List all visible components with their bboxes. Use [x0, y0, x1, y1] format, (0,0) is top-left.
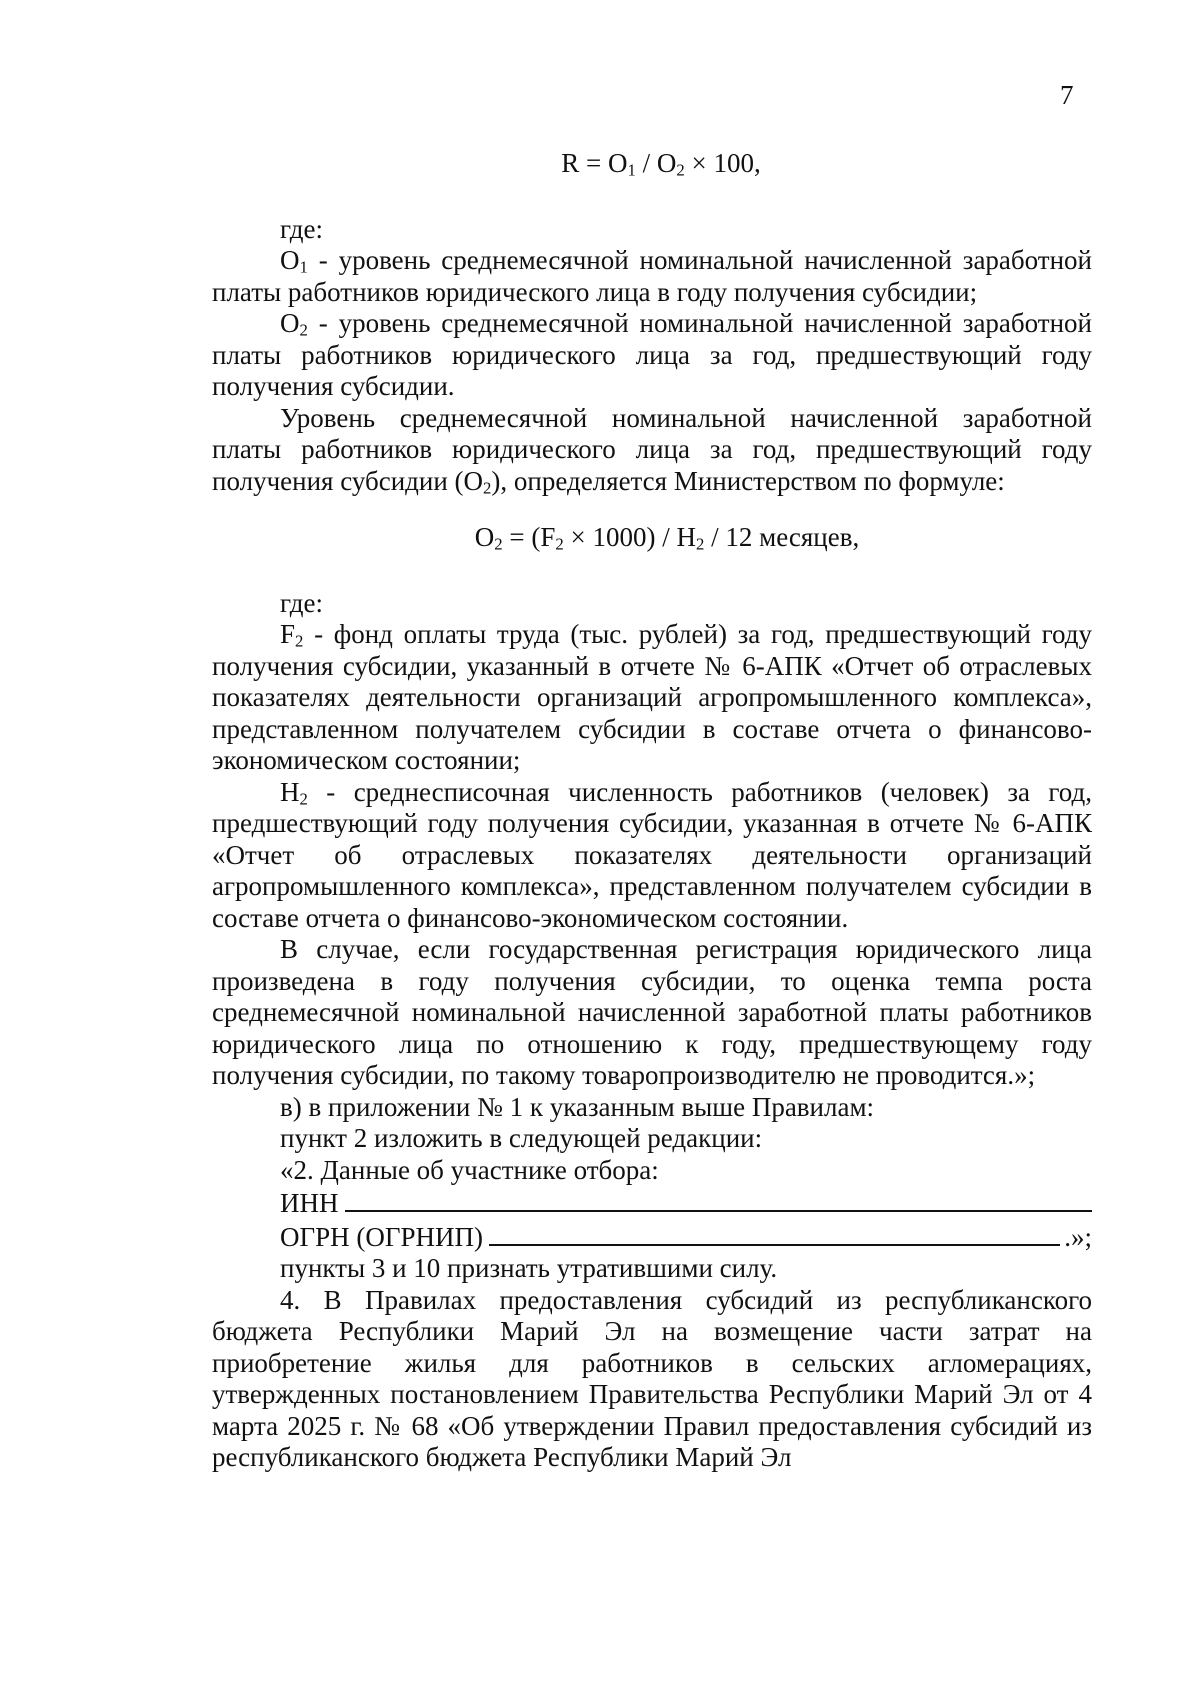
ogrn-field-line [212, 1220, 1092, 1254]
paragraph-4: 4. В Правилах предоставления субсидий из республиканского бюджета Республики Марий Эл на возмещение части затрат на приобретение жилья для работников в сельских агломерациях, утвержденных постановлением Правительства Республики Марий Эл от 4 марта 2025 г. № 68 «Об утверждении Правил предоставления субсидий из республиканского бюджета Республики Марий Эл [212, 1284, 1092, 1472]
formula-o2: $O_2 = (F_2 \times 1000) / H_2 / 12$ месяцев, [474, 522, 860, 554]
inn-field-line [212, 1186, 1092, 1220]
inn-blank-line [345, 1186, 1093, 1212]
item-points-3-10: пункты 3 и 10 признать утратившими силу. [280, 1253, 778, 1283]
definition-h2: $H_2$ - среднесписочная численность работников (человек) за год, предшествующий году получения субсидии, указанная в отчете № 6-АПК «Отчет об отраслевых показателях деятельности организаций агропромышленного комплекса», представленном получателем субсидии в составе отчета о финансово-экономическом состоянии. [212, 776, 1092, 933]
ogrn-label: ОГРН (ОГРНИП) [280, 1221, 483, 1252]
definition-o2: $O_2$ - уровень среднемесячной номинальной начисленной заработной платы работников юридического лица за год, предшествующий году получения субсидии. [212, 308, 1092, 401]
item-participant-data: «2. Данные об участнике отбора: [280, 1154, 659, 1185]
inn-label: ИНН [280, 1188, 339, 1218]
item-point-2: пункт 2 изложить в следующей редакции: [280, 1123, 763, 1153]
paragraph-registration-case: В случае, если государственная регистрация юридического лица произведена в году получения субсидии, то оценка темпа роста среднемесячной номинальной начисленной заработной платы работников юридического лица по отношению к году, предшествующему году получения субсидии, по такому товаропроизводителю не проводится.»; [212, 934, 1092, 1090]
ogrn-tail: .»; [1064, 1221, 1092, 1252]
item-appendix-1: в) в приложении № 1 к указанным выше Правилам: [280, 1091, 875, 1122]
formula-r: $R = O_1 / O_2 \times 100$, [561, 148, 761, 180]
page-number: 7 [1060, 80, 1074, 110]
document-body [212, 148, 1092, 1474]
definition-f2: $F_2$ - фонд оплаты труда (тыс. рублей) за год, предшествующий году получения субсидии, указанный в отчете № 6-АПК «Отчет об отраслевых показателях деятельности организаций агропромышленного комплекса», представленном получателем субсидии в составе отчета о финансово-экономическом состоянии; [212, 619, 1092, 775]
definition-o1: $O_1$ - уровень среднемесячной номинальной начисленной заработной платы работников юридического лица в году получения субсидии; [212, 245, 1092, 307]
where-label-1: где: [280, 213, 323, 244]
where-label-2: где: [280, 587, 323, 618]
paragraph-salary-level: Уровень среднемесячной номинальной начисленной заработной платы работников юридического лица за год, предшествующий году получения субсидии $(O_2)$, определяется Министерством по формуле: [212, 402, 1092, 498]
ogrn-blank-line [489, 1220, 1060, 1246]
